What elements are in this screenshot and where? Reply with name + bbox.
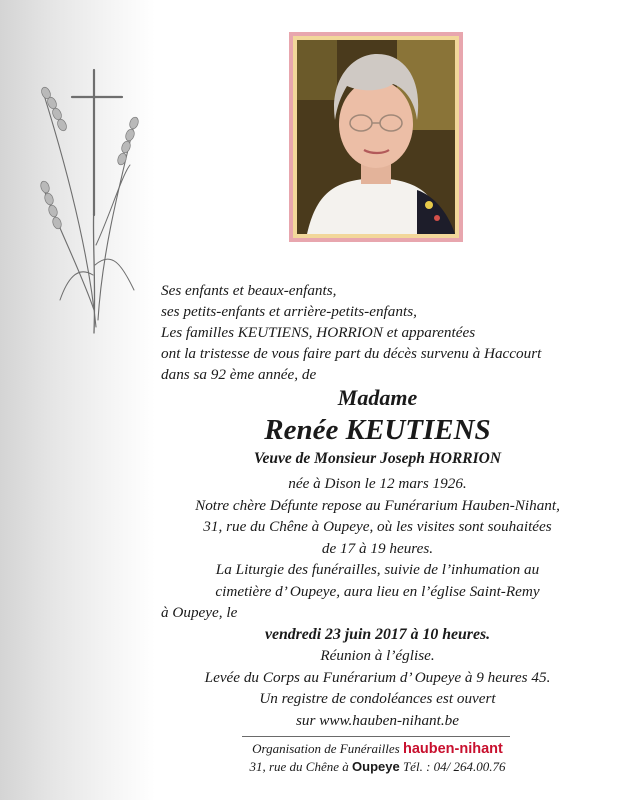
intro-line: ses petits-enfants et arrière-petits-enfants, <box>161 303 417 320</box>
funeral-details <box>155 473 600 731</box>
repose-line: de 17 à 19 heures. <box>321 539 434 557</box>
portrait-photo <box>297 40 455 234</box>
organisation-line <box>155 740 600 758</box>
repose-line: Notre chère Défunte repose au Funérarium Hauben-Nihant, <box>195 496 560 514</box>
telephone: Tél. : 04/ 264.00.76 <box>402 759 506 774</box>
deceased-name: Renée KEUTIENS <box>264 414 491 446</box>
brand-logo-text: hauben-nihant <box>402 741 503 757</box>
liturgy-line: cimetière d’ Oupeye, aura lieu en l’église Saint-Remy <box>215 582 540 600</box>
liturgy-line: La Liturgie des funérailles, suivie de l’inhumation au <box>215 561 540 578</box>
intro-line: Les familles KEUTIENS, HORRION et apparentées <box>161 324 476 341</box>
wheat-cross-icon <box>22 65 147 345</box>
footer-divider <box>242 736 510 737</box>
spouse-line: Veuve de Monsieur Joseph HORRION <box>253 450 502 467</box>
deceased-title: Madame <box>337 385 418 410</box>
intro-line: ont la tristesse de vous faire part du décès survenu à Haccourt <box>161 345 542 362</box>
repose-line: 31, rue du Chêne à Oupeye, où les visites sont souhaitées <box>203 518 552 535</box>
birth-line: née à Dison le 12 mars 1926. <box>288 475 467 492</box>
intro-line: Ses enfants et beaux-enfants, <box>161 282 337 299</box>
address-prefix: 31, rue du Chêne à <box>249 759 349 774</box>
portrait-photo-frame <box>289 32 463 242</box>
organisation-label: Organisation de Funérailles <box>252 741 400 756</box>
funeral-date-time: vendredi 23 juin 2017 à 10 heures. <box>264 625 491 643</box>
levee-line: Levée du Corps au Funérarium d’ Oupeye à 9 heures 45. <box>204 668 551 686</box>
intro-line: dans sa 92 ème année, de <box>161 366 317 383</box>
register-url[interactable]: sur www.hauben-nihant.be <box>296 711 459 729</box>
footer <box>155 740 600 776</box>
address-line <box>155 758 600 776</box>
register-line: Un registre de condoléances est ouvert <box>259 690 496 707</box>
address-town: Oupeye <box>352 759 400 774</box>
liturgy-line: à Oupeye, le <box>161 604 238 621</box>
announcement-intro <box>161 280 611 385</box>
meeting-line: Réunion à l’église. <box>320 647 435 664</box>
